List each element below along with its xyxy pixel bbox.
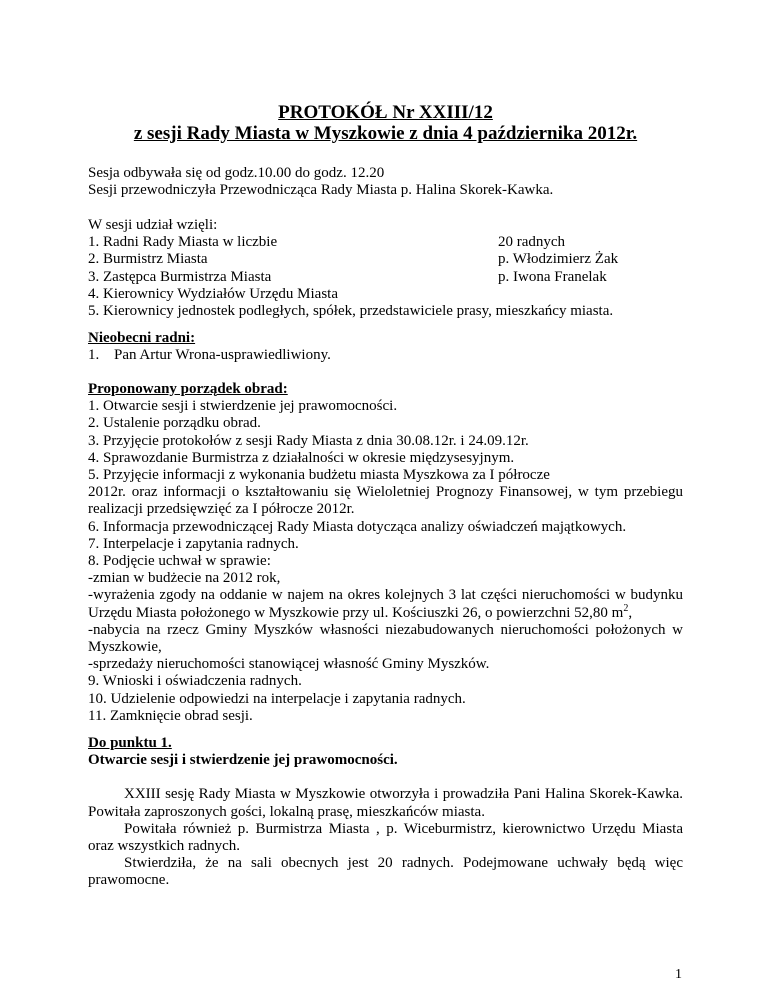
attendance-heading: W sesji udział wzięli: xyxy=(88,217,218,233)
agenda-item-10: 10. Udzielenie odpowiedzi na interpelacje i zapytania radnych. xyxy=(88,690,466,707)
attendance-item xyxy=(88,234,683,251)
document-title xyxy=(88,102,683,144)
session-time: Sesja odbywała się od godz.10.00 do godz. 12.20 xyxy=(88,165,385,181)
attendance-label: 3. Zastępca Burmistrza Miasta xyxy=(88,268,272,285)
absent-item xyxy=(88,347,683,364)
agenda-item-7: 7. Interpelacje i zapytania radnych. xyxy=(88,535,299,552)
point-1-paragraph: Stwierdziła, że na sali obecnych jest 20 radnych. Podejmowane uchwały będą więc prawomocne. xyxy=(88,855,683,889)
agenda-item-8b-text: -wyrażenia zgody na oddanie w najem na okres kolejnych 3 lat części nieruchomości w budynku Urzędu Miasta położonego w Myszkowie przy ul. Kościuszki 26, o powierzchni 52,80 m xyxy=(88,587,683,621)
agenda-item-11: 11. Zamknięcie obrad sesji. xyxy=(88,707,253,724)
agenda-item-9: 9. Wnioski i oświadczenia radnych. xyxy=(88,673,302,690)
point-1-heading: Do punktu 1. xyxy=(88,735,172,751)
agenda-item-8d: -sprzedaży nieruchomości stanowiącej własność Gminy Myszków. xyxy=(88,656,490,673)
agenda-item-4: 4. Sprawozdanie Burmistrza z działalności w okresie międzysesyjnym. xyxy=(88,449,515,466)
agenda-item-5: 5. Przyjęcie informacji z wykonania budżetu miasta Myszkowa za I półrocze xyxy=(88,467,550,484)
agenda-section xyxy=(88,381,683,725)
attendance-item: 4. Kierownicy Wydziałów Urzędu Miasta xyxy=(88,285,338,302)
point-1-paragraph: Powitała również p. Burmistrza Miasta , p. Wiceburmistrz, kierownictwo Urzędu Miasta oraz wszystkich radnych. xyxy=(88,820,683,855)
absent-item-text: Pan Artur Wrona-usprawiedliwiony. xyxy=(114,347,331,364)
agenda-heading: Proponowany porządek obrad: xyxy=(88,381,288,397)
agenda-item-8b-end: , xyxy=(628,604,633,621)
agenda-item-8b xyxy=(88,587,683,621)
absent-heading: Nieobecni radni: xyxy=(88,330,196,346)
title-protocol-number: PROTOKÓŁ Nr XXIII/12 xyxy=(278,102,493,123)
attendance-section xyxy=(88,217,683,320)
agenda-item-2: 2. Ustalenie porządku obrad. xyxy=(88,415,261,432)
attendance-item xyxy=(88,269,683,286)
agenda-item-8: 8. Podjęcie uchwał w sprawie: xyxy=(88,553,271,570)
absent-section xyxy=(88,330,683,364)
spacer xyxy=(88,769,683,786)
agenda-item-8b-superscript: 2 xyxy=(623,602,629,614)
attendance-label: 1. Radni Rady Miasta w liczbie xyxy=(88,234,278,251)
attendance-value: p. Włodzimierz Żak xyxy=(498,251,619,268)
title-session-date: z sesji Rady Miasta w Myszkowie z dnia 4 października 2012r. xyxy=(133,123,638,144)
document-page xyxy=(88,0,683,994)
agenda-item-1: 1. Otwarcie sesji i stwierdzenie jej prawomocności. xyxy=(88,398,398,415)
session-info xyxy=(88,165,683,199)
attendance-label: 2. Burmistrz Miasta xyxy=(88,251,208,268)
agenda-item-8a: -zmian w budżecie na 2012 rok, xyxy=(88,570,281,587)
agenda-item-3: 3. Przyjęcie protokołów z sesji Rady Miasta z dnia 30.08.12r. i 24.09.12r. xyxy=(88,432,529,449)
attendance-item xyxy=(88,251,683,268)
session-chair: Sesji przewodniczyła Przewodnicząca Rady Miasta p. Halina Skorek-Kawka. xyxy=(88,182,554,199)
agenda-item-8c: -nabycia na rzecz Gminy Myszków własności niezabudowanych nieruchomości położonych w Myszkowie, xyxy=(88,621,683,656)
absent-item-number: 1. xyxy=(88,347,100,364)
attendance-value: p. Iwona Franelak xyxy=(498,268,607,285)
point-1-section xyxy=(88,735,683,890)
page-number: 1 xyxy=(675,967,682,982)
point-1-subheading: Otwarcie sesji i stwierdzenie jej prawomocności. xyxy=(88,752,398,769)
agenda-item-5-continued: 2012r. oraz informacji o kształtowaniu się Wieloletniej Prognozy Finansowej, w tym przebiegu realizacji przedsięwzięć za I półrocze 2012r. xyxy=(88,484,683,518)
attendance-value: 20 radnych xyxy=(498,234,566,251)
agenda-item-6: 6. Informacja przewodniczącej Rady Miasta dotycząca analizy oświadczeń majątkowych. xyxy=(88,518,627,535)
point-1-paragraph: XXIII sesję Rady Miasta w Myszkowie otworzyła i prowadziła Pani Halina Skorek-Kawka. Powitała zaproszonych gości, lokalną prasę, mieszkańców miasta. xyxy=(88,786,683,820)
attendance-item: 5. Kierownicy jednostek podległych, spółek, przedstawiciele prasy, mieszkańcy miasta. xyxy=(88,303,614,320)
